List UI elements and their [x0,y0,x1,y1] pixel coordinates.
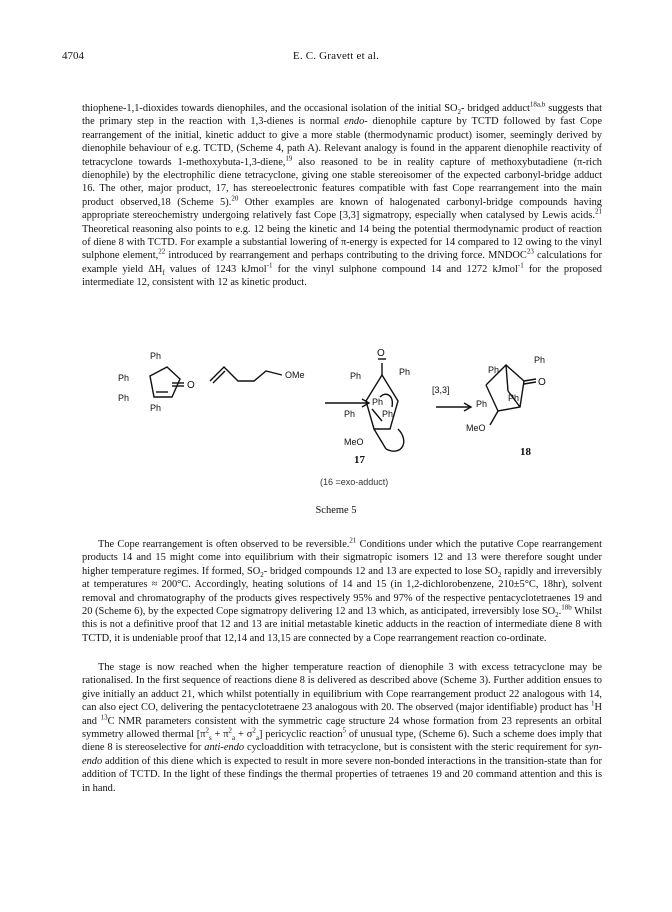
carbonyl-o-label: O [538,377,546,388]
text-segment: rapidly and irreversibly at temperatures ≈ 200°C. Accordingly, heating solutions of 14 and 15 (in 1,2-dichlorobenzene, 210±5°C, 18hr), solvent removal and chromatography of the products gives respectively 95% and 97% of the respective pentacyclotetraenes 19 and 20 (Scheme 6), by the expected Cope sigmatropy delivering 12 and 13 which, as anticipated, irreversibly lose SO [82,565,603,618]
text-segment: 18b [561,603,572,612]
text-segment: 19 [285,154,293,163]
ph-label: Ph [382,409,394,419]
ph-label: Ph [344,409,356,419]
text-segment: . [558,606,562,618]
text-segment: cycloaddition with tetracyclone, but is consistent with the steric requirement for [244,742,585,754]
text-segment: 21 [349,536,357,545]
text-segment: syn-endo [82,742,603,767]
text-segment: a [255,734,259,743]
carbonyl-o-label: O [377,348,385,359]
text-segment: also reasoned to be in reality capture of methoxybutadiene (π-rich dienophile) by the electrophilic diene tetracyclone, giving one stable stereoisomer of the expected carbonyl-bridge adduct 16. The other, major product, 17, has stereoelectronic features compatible with fast Cope rearrangement into the main product observed,18 (Scheme 5). [82,156,602,208]
text-segment: f [162,268,165,277]
text-segment: ] pericyclic reaction [258,729,343,741]
running-title: E. C. Gravett et al. [292,50,380,62]
text-segment: addition of this diene which is expected to result in more severe non-bonded interactions in the transition-state than for addition of TCTD. In the light of these findings the thermal properties of tetraenes 19 and 20 command attention and this is in hand. [82,755,602,794]
text-segment: 5 [342,726,347,735]
text-segment: - bridged compounds 12 and 13 are expected to lose SO [263,565,498,577]
methoxy-label: OMe [285,370,305,380]
ph-label: Ph [399,367,411,377]
text-segment: 2 [205,726,209,735]
paragraph-3 [82,661,602,795]
methoxy-label: MeO [344,437,364,447]
text-segment: 1 [590,699,595,708]
text-segment: 13 [100,713,108,722]
text-segment: 23 [526,248,534,256]
compound-18-label: 18 [520,446,531,458]
text-segment: 18a,b [529,100,546,109]
text-segment: - bridged adduct [461,103,530,114]
text-segment: Theoretical reasoning also points to e.g. 12 being the kinetic and 14 being the potential thermodynamic product of reaction of diene 8 with TCTD. For example a substantial lowering of π-energy is expected for 14 compared to 12 owing to the vinyl sulphone element, [82,223,602,262]
text-segment: introduced by rearrangement and perhaps contributing to the driving force. MNDOC [165,250,527,262]
paragraph-2 [82,538,602,645]
page-number: 4704 [62,50,84,62]
text-segment: 22 [158,248,166,256]
compound-17-label: 17 [354,454,365,466]
ph-label: Ph [150,403,162,413]
text-segment: values of 1243 kJmol [164,263,267,275]
text-segment: The Cope rearrangement is often observed to be reversible. [98,539,350,550]
ph-label: Ph [488,365,500,375]
text-segment: 2 [457,108,462,117]
scheme-5-drawing [110,345,580,495]
text-segment: of unusual type, (Scheme 6). Such a scheme does imply that diene 8 is stereoselective for [82,729,602,754]
ph-label: Ph [150,351,162,361]
text-segment: anti-endo [204,742,245,754]
ph-label: Ph [350,371,362,381]
text-segment: s [208,734,212,743]
text-segment: Conditions under which the putative Cope rearrangement products 14 and 15 might come into equilibrium with their sigmatropic isomers 12 and 13 were therefore sought under higher temperature regimes. If formed, SO [82,539,602,577]
text-segment: -1 [517,261,524,270]
carbonyl-o-label: O [187,380,195,391]
text-segment: + σ [235,729,253,741]
scheme-caption: Scheme 5 [315,505,357,516]
text-segment: dienophile capture by TCTD followed by fast Cope rearrangement of the initial, kinetic adduct to give a more stable (thermodynamic product) isomer, seemingly derived by dienophile behaviour of e.g. TCTD, (Scheme 4, path A). Relevant analogy is found in the apparent dienophile reactivity of tetracyclone towards 1-methoxybuta-1,3-diene, [82,116,602,168]
text-segment: thiophene-1,1-dioxides towards dienophiles, and the occasional isolation of the initial SO [82,103,458,114]
text-segment: H and [82,702,602,727]
sigmatropy-label: [3,3] [432,385,450,395]
text-segment: for the proposed intermediate 12, consistent with 12 as kinetic product. [82,263,602,289]
ph-label: Ph [372,397,384,407]
text-segment: calculations for example yield ΔH [82,250,602,275]
text-segment: 2 [252,726,256,735]
methoxybutadiene [210,367,282,381]
ph-label: Ph [534,355,546,365]
text-segment: 2 [497,570,502,579]
methoxy-label: MeO [466,423,486,433]
text-segment: endo- [344,116,368,128]
text-segment: 21 [595,207,602,216]
text-segment: -1 [266,261,273,270]
ph-label: Ph [118,373,130,383]
text-segment: for the vinyl sulphone compound 14 and 1272 kJmol [272,263,518,275]
text-segment: The stage is now reached when the higher temperature reaction of dienophile 3 with excess tetracyclone may be rationalised. In the first sequence of reactions diene 8 is delivered as described above (Scheme 3). Further addition ensues to give initially an adduct 21, which whilst potentially in equilibrium with Cope rearrangement product 22 analogous with 14, can also eject CO, delivering the pentacyclotetraene 23 analogous with 20. The observed (major identifiable) product has [82,662,602,714]
paragraph-1 [82,102,602,290]
text-segment: 2 [555,611,559,620]
text-segment: 2 [260,570,264,579]
scheme-5-figure [110,345,580,495]
ph-label: Ph [508,393,520,403]
ph-label: Ph [118,393,130,403]
text-segment: suggests that the primary step in the reaction with 1,3-dienes is normal [82,103,602,128]
text-segment: 20 [231,194,239,203]
text-segment: Other examples are known of halogenated carbonyl-bridge compounds having appropriate stereochemistry undergoing relatively fast Cope [3,3] sigmatropy, especially when catalysed by Lewis acids. [82,196,602,222]
text-segment: C NMR parameters consistent with the symmetric cage structure 24 whose formation from 23 represents an orbital symmetry allowed thermal [π [82,715,602,741]
text-segment: + π [211,729,229,741]
exo-adduct-note: (16 =exo-adduct) [320,477,389,487]
text-segment: 2 [228,726,233,735]
text-segment: a [232,734,236,743]
ph-label: Ph [476,399,488,409]
text-segment: Whilst this is not a definitive proof that 12 and 13 are initial metastable kinetic adducts in the reaction of intermediate diene 8 with TCTD, it is undeniable proof that 12,14 and 13,15 are connected by a Cope rearrangement reaction co-ordinate. [82,606,602,644]
